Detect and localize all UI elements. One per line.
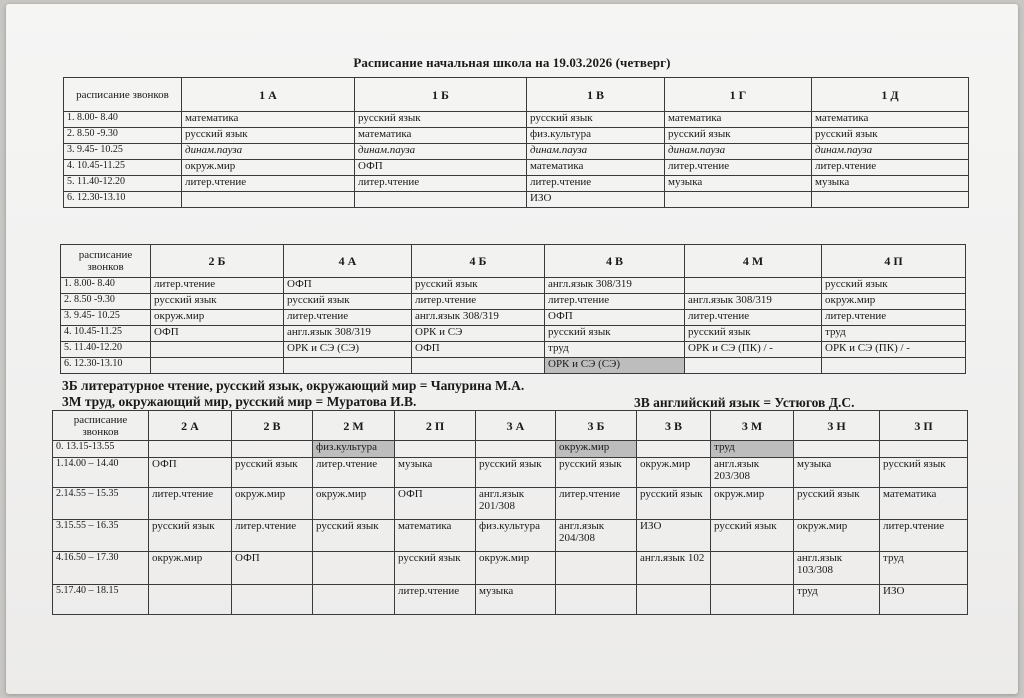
lesson-cell: русский язык xyxy=(545,326,685,342)
lesson-cell: ОФП xyxy=(395,488,476,520)
lesson-cell: физ.культура xyxy=(313,441,395,458)
lesson-cell: литер.чтение xyxy=(812,160,969,176)
table-row xyxy=(61,342,966,358)
lesson-cell: труд xyxy=(711,441,794,458)
lesson-cell xyxy=(149,585,232,615)
lesson-time: 1. 8.00- 8.40 xyxy=(64,112,182,128)
lesson-cell: англ.язык 201/308 xyxy=(476,488,556,520)
lesson-cell: литер.чтение xyxy=(151,278,284,294)
bell-schedule-header: расписание звонков xyxy=(64,78,182,112)
class-header: 4 П xyxy=(822,245,966,278)
lesson-cell: ОРК и СЭ (ПК) / - xyxy=(822,342,966,358)
lesson-cell: математика xyxy=(355,128,527,144)
table-row xyxy=(61,294,966,310)
lesson-cell: математика xyxy=(395,520,476,552)
class-header: 3 М xyxy=(711,411,794,441)
lesson-cell: динам.пауза xyxy=(527,144,665,160)
table-row xyxy=(61,310,966,326)
lesson-cell: русский язык xyxy=(355,112,527,128)
lesson-cell xyxy=(556,552,637,585)
lesson-time: 2.14.55 – 15.35 xyxy=(53,488,149,520)
lesson-time: 5. 11.40-12.20 xyxy=(64,176,182,192)
lesson-cell: англ.язык 308/319 xyxy=(284,326,412,342)
lesson-cell: литер.чтение xyxy=(232,520,313,552)
lesson-cell: англ.язык 102 xyxy=(637,552,711,585)
lesson-cell: литер.чтение xyxy=(149,488,232,520)
lesson-cell: окруж.мир xyxy=(637,458,711,488)
lesson-cell: русский язык xyxy=(412,278,545,294)
lesson-cell: труд xyxy=(545,342,685,358)
lesson-cell xyxy=(151,358,284,374)
lesson-cell xyxy=(685,278,822,294)
class-header: 1 А xyxy=(182,78,355,112)
table-row xyxy=(53,441,968,458)
lesson-time: 2. 8.50 -9.30 xyxy=(64,128,182,144)
lesson-cell: динам.пауза xyxy=(355,144,527,160)
lesson-cell: русский язык xyxy=(880,458,968,488)
lesson-cell xyxy=(313,585,395,615)
lesson-cell: русский язык xyxy=(637,488,711,520)
lesson-cell: русский язык xyxy=(711,520,794,552)
lesson-cell: труд xyxy=(822,326,966,342)
lesson-time: 6. 12.30-13.10 xyxy=(64,192,182,208)
lesson-cell: литер.чтение xyxy=(545,294,685,310)
lesson-cell: математика xyxy=(880,488,968,520)
table-row xyxy=(61,358,966,374)
lesson-cell: окруж.мир xyxy=(149,552,232,585)
lesson-time: 2. 8.50 -9.30 xyxy=(61,294,151,310)
lesson-cell: литер.чтение xyxy=(284,310,412,326)
lesson-cell xyxy=(412,358,545,374)
lesson-cell xyxy=(313,552,395,585)
lesson-time: 4.16.50 – 17.30 xyxy=(53,552,149,585)
lesson-cell xyxy=(637,441,711,458)
lesson-cell: музыка xyxy=(395,458,476,488)
lesson-cell: ОФП xyxy=(232,552,313,585)
lesson-cell: физ.культура xyxy=(527,128,665,144)
lesson-cell: математика xyxy=(665,112,812,128)
lesson-cell: ИЗО xyxy=(637,520,711,552)
lesson-cell xyxy=(711,552,794,585)
class-header: 4 Б xyxy=(412,245,545,278)
lesson-cell: русский язык xyxy=(822,278,966,294)
class-header: 2 М xyxy=(313,411,395,441)
lesson-cell: англ.язык 103/308 xyxy=(794,552,880,585)
lesson-cell xyxy=(665,192,812,208)
lesson-cell: математика xyxy=(182,112,355,128)
class-header: 2 А xyxy=(149,411,232,441)
table-row xyxy=(64,160,969,176)
lesson-cell: музыка xyxy=(812,176,969,192)
lesson-cell: окруж.мир xyxy=(313,488,395,520)
class-header: 2 Б xyxy=(151,245,284,278)
lesson-cell: русский язык xyxy=(794,488,880,520)
lesson-cell: математика xyxy=(527,160,665,176)
schedule-table-grade1 xyxy=(63,77,969,208)
lesson-cell: математика xyxy=(812,112,969,128)
class-header: 2 В xyxy=(232,411,313,441)
class-header: 1 Д xyxy=(812,78,969,112)
lesson-cell: окруж.мир xyxy=(182,160,355,176)
lesson-cell: литер.чтение xyxy=(412,294,545,310)
lesson-cell: окруж.мир xyxy=(794,520,880,552)
lesson-time: 5.17.40 – 18.15 xyxy=(53,585,149,615)
lesson-cell: ОФП xyxy=(545,310,685,326)
lesson-cell: русский язык xyxy=(556,458,637,488)
lesson-cell: русский язык xyxy=(476,458,556,488)
lesson-cell: русский язык xyxy=(665,128,812,144)
lesson-cell xyxy=(151,342,284,358)
lesson-cell xyxy=(395,441,476,458)
lesson-cell xyxy=(794,441,880,458)
class-header: 3 П xyxy=(880,411,968,441)
lesson-cell xyxy=(232,585,313,615)
lesson-cell: англ.язык 308/319 xyxy=(685,294,822,310)
lesson-cell: динам.пауза xyxy=(665,144,812,160)
lesson-cell: литер.чтение xyxy=(182,176,355,192)
lesson-cell xyxy=(822,358,966,374)
table-row xyxy=(53,585,968,615)
lesson-cell: ОРК и СЭ xyxy=(412,326,545,342)
class-header: 1 Б xyxy=(355,78,527,112)
lesson-cell: динам.пауза xyxy=(182,144,355,160)
lesson-cell: ИЗО xyxy=(527,192,665,208)
lesson-cell: ОФП xyxy=(355,160,527,176)
lesson-cell: окруж.мир xyxy=(556,441,637,458)
lesson-time: 4. 10.45-11.25 xyxy=(61,326,151,342)
lesson-cell xyxy=(556,585,637,615)
lesson-cell: окруж.мир xyxy=(232,488,313,520)
lesson-time: 4. 10.45-11.25 xyxy=(64,160,182,176)
lesson-cell: физ.культура xyxy=(476,520,556,552)
table-row xyxy=(64,144,969,160)
lesson-cell: русский язык xyxy=(313,520,395,552)
lesson-cell: ОРК и СЭ (СЭ) xyxy=(284,342,412,358)
lesson-cell: русский язык xyxy=(284,294,412,310)
lesson-cell xyxy=(232,441,313,458)
table-row xyxy=(53,552,968,585)
lesson-cell: музыка xyxy=(476,585,556,615)
page-title: Расписание начальная школа на 19.03.2026 (четверг) xyxy=(353,55,671,70)
lesson-cell xyxy=(637,585,711,615)
lesson-cell: ОФП xyxy=(412,342,545,358)
table-row xyxy=(53,520,968,552)
table-row xyxy=(53,488,968,520)
lesson-time: 0. 13.15-13.55 xyxy=(53,441,149,458)
class-header: 3 В xyxy=(637,411,711,441)
lesson-cell: русский язык xyxy=(395,552,476,585)
class-header: 4 А xyxy=(284,245,412,278)
lesson-cell: ОФП xyxy=(149,458,232,488)
lesson-cell: англ.язык 204/308 xyxy=(556,520,637,552)
lesson-cell: окруж.мир xyxy=(822,294,966,310)
lesson-time: 1.14.00 – 14.40 xyxy=(53,458,149,488)
table-row xyxy=(64,176,969,192)
class-header: 3 Н xyxy=(794,411,880,441)
lesson-cell: труд xyxy=(880,552,968,585)
table-row xyxy=(64,192,969,208)
schedule-table-afternoon xyxy=(52,410,968,615)
lesson-cell: литер.чтение xyxy=(556,488,637,520)
bell-schedule-header: расписание звонков xyxy=(61,245,151,278)
lesson-cell xyxy=(284,358,412,374)
table-row xyxy=(64,128,969,144)
lesson-cell xyxy=(711,585,794,615)
lesson-cell: литер.чтение xyxy=(355,176,527,192)
lesson-cell: музыка xyxy=(665,176,812,192)
table-row xyxy=(61,278,966,294)
lesson-cell: литер.чтение xyxy=(880,520,968,552)
lesson-cell: литер.чтение xyxy=(822,310,966,326)
lesson-time: 3. 9.45- 10.25 xyxy=(61,310,151,326)
lesson-cell: русский язык xyxy=(527,112,665,128)
lesson-cell: русский язык xyxy=(182,128,355,144)
class-header: 1 Г xyxy=(665,78,812,112)
table-row xyxy=(64,112,969,128)
lesson-cell: англ.язык 203/308 xyxy=(711,458,794,488)
lesson-cell xyxy=(476,441,556,458)
lesson-cell: окруж.мир xyxy=(711,488,794,520)
lesson-cell: литер.чтение xyxy=(527,176,665,192)
lesson-cell: русский язык xyxy=(812,128,969,144)
lesson-cell xyxy=(880,441,968,458)
lesson-time: 3. 9.45- 10.25 xyxy=(64,144,182,160)
lesson-time: 6. 12.30-13.10 xyxy=(61,358,151,374)
lesson-cell xyxy=(182,192,355,208)
class-header: 1 В xyxy=(527,78,665,112)
lesson-cell: англ.язык 308/319 xyxy=(412,310,545,326)
table-row xyxy=(53,458,968,488)
lesson-cell: литер.чтение xyxy=(313,458,395,488)
lesson-time: 1. 8.00- 8.40 xyxy=(61,278,151,294)
lesson-cell: русский язык xyxy=(232,458,313,488)
table-row xyxy=(61,326,966,342)
lesson-time: 3.15.55 – 16.35 xyxy=(53,520,149,552)
lesson-time: 5. 11.40-12.20 xyxy=(61,342,151,358)
class-header: 4 М xyxy=(685,245,822,278)
lesson-cell xyxy=(812,192,969,208)
lesson-cell: русский язык xyxy=(151,294,284,310)
lesson-cell: литер.чтение xyxy=(665,160,812,176)
lesson-cell: ИЗО xyxy=(880,585,968,615)
class-header: 3 А xyxy=(476,411,556,441)
lesson-cell: ОФП xyxy=(151,326,284,342)
class-header: 4 В xyxy=(545,245,685,278)
lesson-cell: англ.язык 308/319 xyxy=(545,278,685,294)
class-header: 3 Б xyxy=(556,411,637,441)
teacher-note: 3Б литературное чтение, русский язык, окружающий мир = Чапурина М.А. xyxy=(62,378,525,393)
lesson-cell: литер.чтение xyxy=(395,585,476,615)
lesson-cell: окруж.мир xyxy=(151,310,284,326)
lesson-cell xyxy=(149,441,232,458)
lesson-cell: ОФП xyxy=(284,278,412,294)
teacher-note: 3В английский язык = Устюгов Д.С. xyxy=(634,395,855,410)
lesson-cell: литер.чтение xyxy=(685,310,822,326)
lesson-cell: русский язык xyxy=(149,520,232,552)
lesson-cell: ОРК и СЭ (ПК) / - xyxy=(685,342,822,358)
lesson-cell: труд xyxy=(794,585,880,615)
lesson-cell xyxy=(685,358,822,374)
schedule-table-grade2-4 xyxy=(60,244,966,374)
lesson-cell: русский язык xyxy=(685,326,822,342)
lesson-cell: музыка xyxy=(794,458,880,488)
lesson-cell: окруж.мир xyxy=(476,552,556,585)
bell-schedule-header: расписание звонков xyxy=(53,411,149,441)
lesson-cell xyxy=(355,192,527,208)
teacher-note: 3М труд, окружающий мир, русский мир = Муратова И.В. xyxy=(62,394,417,409)
lesson-cell: динам.пауза xyxy=(812,144,969,160)
class-header: 2 П xyxy=(395,411,476,441)
lesson-cell: ОРК и СЭ (СЭ) xyxy=(545,358,685,374)
